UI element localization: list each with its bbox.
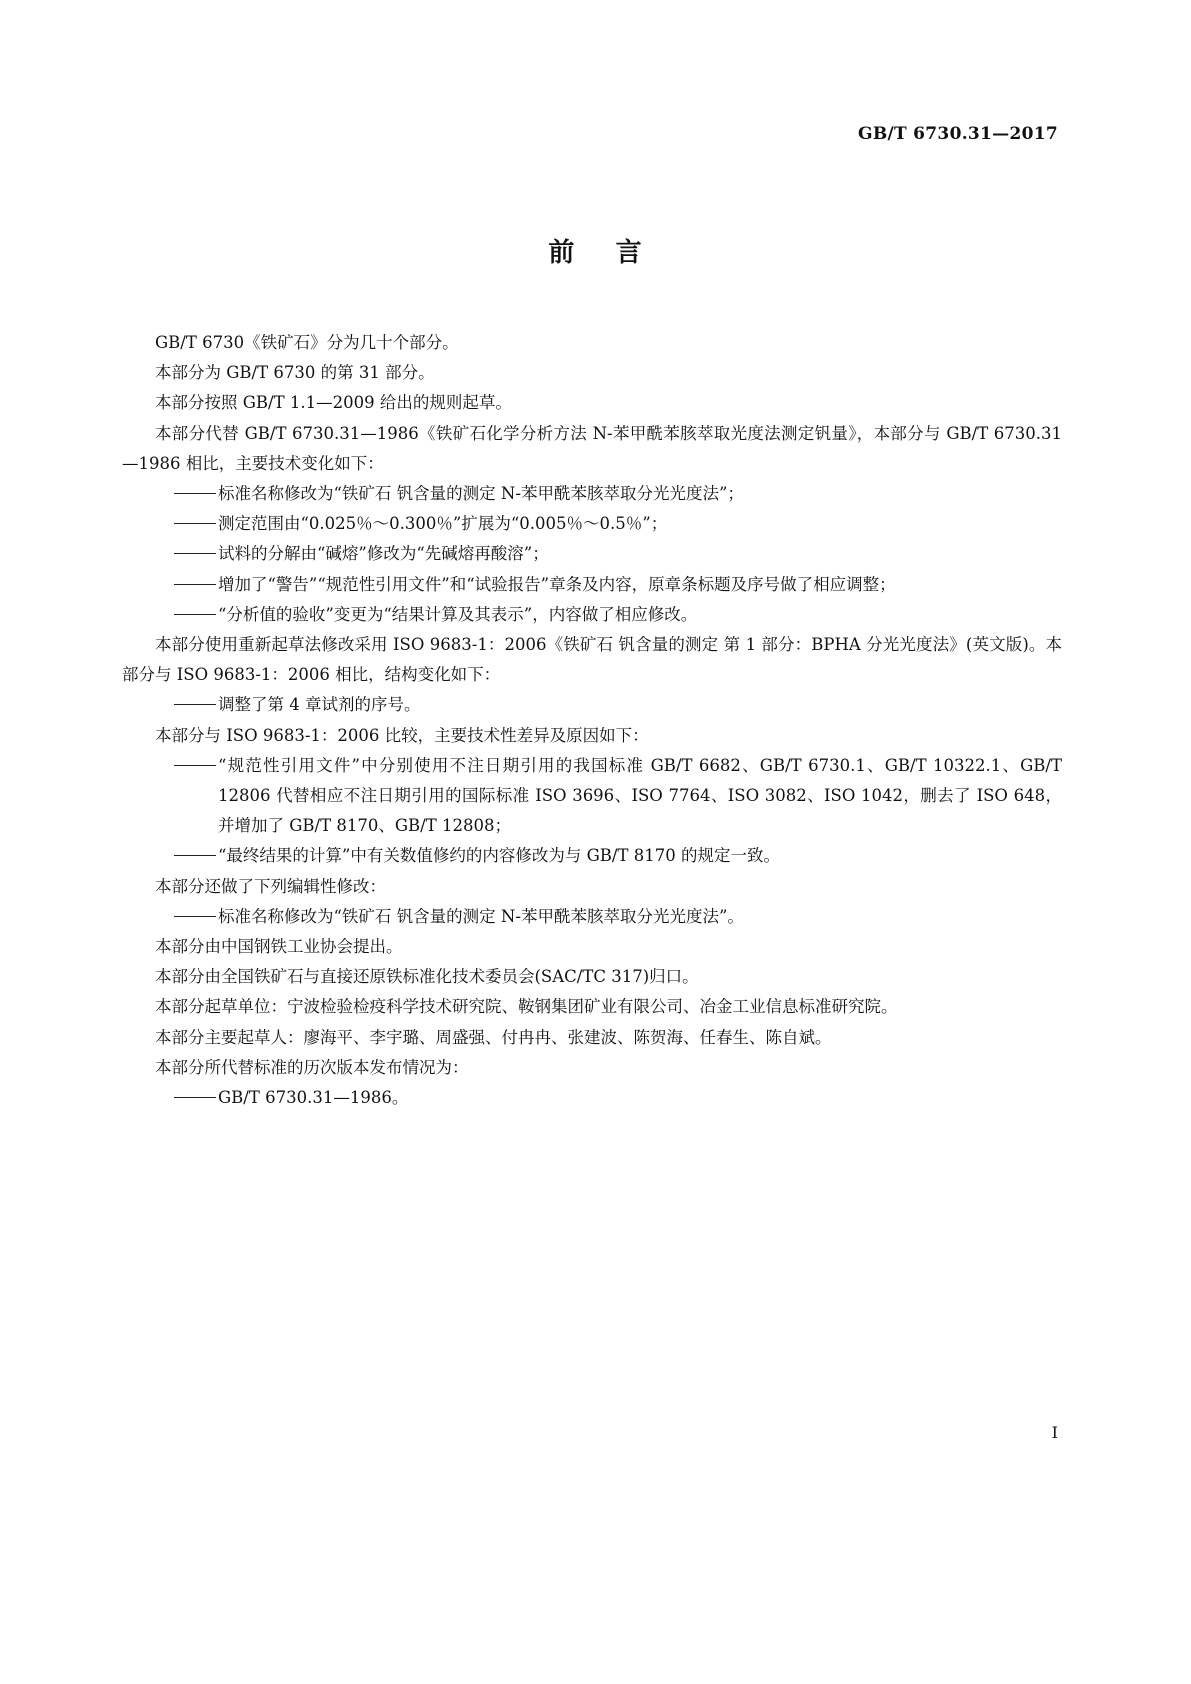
list-item-text: 标准名称修改为“铁矿石 钒含量的测定 N-苯甲酰苯胲萃取分光光度法”。 <box>218 906 744 926</box>
standard-number-header: GB/T 6730.31—2017 <box>858 124 1058 144</box>
em-dash-marker <box>174 584 216 585</box>
list-item-text: “分析值的验收”变更为“结果计算及其表示”，内容做了相应修改。 <box>218 604 698 624</box>
list-item-text: 增加了“警告”“规范性引用文件”和“试验报告”章条及内容，原章条标题及序号做了相应调整； <box>218 574 896 594</box>
em-dash-marker <box>174 704 216 705</box>
em-dash-marker <box>174 916 216 917</box>
em-dash-marker <box>174 614 216 615</box>
em-dash-marker <box>174 765 216 766</box>
paragraph: 本部分主要起草人：廖海平、李宇璐、周盛强、付冉冉、张建波、陈贺海、任春生、陈自斌。 <box>155 1027 832 1047</box>
em-dash-marker <box>174 493 216 494</box>
list-item <box>122 509 1062 539</box>
paragraph: 本部分还做了下列编辑性修改： <box>155 876 386 896</box>
paragraph: 本部分所代替标准的历次版本发布情况为： <box>155 1057 469 1077</box>
paragraph: 本部分由全国铁矿石与直接还原铁标准化技术委员会(SAC/TC 317)归口。 <box>155 967 699 987</box>
paragraph: GB/T 6730《铁矿石》分为几十个部分。 <box>155 333 459 352</box>
paragraph: 本部分起草单位：宁波检验检疫科学技术研究院、鞍钢集团矿业有限公司、冶金工业信息标准研究院。 <box>155 997 898 1017</box>
page-number: I <box>1051 1423 1058 1442</box>
list-item <box>122 600 1062 630</box>
list-item <box>122 690 1062 720</box>
em-dash-marker <box>174 1097 216 1098</box>
list-item <box>122 479 1062 509</box>
list-item-text: 调整了第 4 章试剂的序号。 <box>218 695 421 715</box>
list-item-text: “规范性引用文件”中分别使用不注日期引用的我国标准 GB/T 6682、GB/T 6730.1、GB/T 10322.1、GB/T 12806 代替相应不注日期引用的国际标准 ISO 3696、ISO 7764、ISO 3082、ISO 1042，删去了 ISO 648，并增加了 GB/T 8170、GB/T 12808； <box>218 755 1062 836</box>
list-item-text: 标准名称修改为“铁矿石 钒含量的测定 N-苯甲酰苯胲萃取分光光度法”； <box>218 484 744 504</box>
paragraph: 本部分为 GB/T 6730 的第 31 部分。 <box>155 363 435 383</box>
paragraph: 本部分与 ISO 9683-1：2006 比较，主要技术性差异及原因如下： <box>155 725 649 745</box>
list-item-text: GB/T 6730.31—1986。 <box>218 1088 409 1108</box>
paragraph: 本部分按照 GB/T 1.1—2009 给出的规则起草。 <box>155 393 512 413</box>
paragraph: 本部分使用重新起草法修改采用 ISO 9683-1：2006《铁矿石 钒含量的测定 第 1 部分：BPHA 分光光度法》(英文版)。本部分与 ISO 9683-1：2006 相比，结构变化如下： <box>122 635 1062 685</box>
foreword-body <box>122 328 1062 1113</box>
list-item <box>122 539 1062 569</box>
list-item-text: “最终结果的计算”中有关数值修约的内容修改为与 GB/T 8170 的规定一致。 <box>218 846 780 866</box>
list-item <box>122 570 1062 600</box>
paragraph: 本部分代替 GB/T 6730.31—1986《铁矿石化学分析方法 N-苯甲酰苯胲萃取光度法测定钒量》，本部分与 GB/T 6730.31—1986 相比，主要技术变化如下： <box>122 423 1062 473</box>
paragraph: 本部分由中国钢铁工业协会提出。 <box>155 937 403 957</box>
em-dash-marker <box>174 523 216 524</box>
em-dash-marker <box>174 553 216 554</box>
em-dash-marker <box>174 855 216 856</box>
list-item <box>122 751 1062 842</box>
list-item <box>122 841 1062 871</box>
list-item <box>122 1083 1062 1113</box>
list-item-text: 测定范围由“0.025％～0.300％”扩展为“0.005％～0.5％”； <box>218 514 668 534</box>
list-item-text: 试料的分解由“碱熔”修改为“先碱熔再酸溶”； <box>218 544 549 564</box>
list-item <box>122 902 1062 932</box>
page-title: 前 言 <box>548 238 643 268</box>
